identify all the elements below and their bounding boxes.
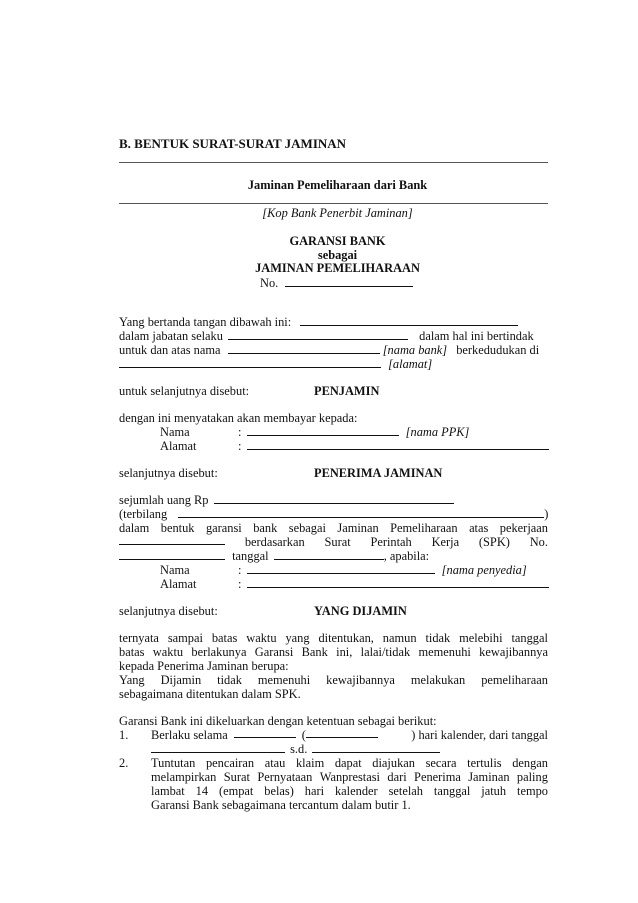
position-blank [228,330,408,340]
signer-name-blank [300,316,518,326]
word: atas [469,521,489,535]
letterhead-placeholder: [Kop Bank Penerbit Jaminan] [262,206,413,220]
number-label: No. [260,276,279,290]
word: hari [304,784,325,798]
word: garansi [205,521,242,535]
ppk-address-field [238,439,549,454]
word: kewajibannya [479,645,548,659]
word: melebihi [459,631,503,645]
word: berlakunya [191,645,247,659]
word: batas [119,645,145,659]
p1-line1 [119,315,548,330]
word: Surat [223,770,250,784]
divider-top [119,162,548,163]
provider-address-label: Alamat [160,577,197,591]
word: secara [425,756,457,770]
p1-text: dalam jabatan selaku [119,329,223,343]
term2-line1 [151,756,548,771]
word: klaim [295,756,325,770]
term2-number: 2. [119,756,129,770]
spk-date-blank [274,550,384,560]
word: dalam [119,521,150,535]
word: melakukan [410,673,466,687]
word: sebagai [288,521,326,535]
start-date-blank [151,743,285,753]
word: Perintah [370,535,412,549]
provider-address-field [238,577,549,592]
amount-line3 [119,521,548,536]
word: setelah [388,784,423,798]
ppk-address-blank [247,440,549,450]
heading-sebagai: sebagai [317,248,358,262]
word: kewajibannya [326,673,395,687]
amount-text: tanggal [232,549,269,563]
guarantor-label: untuk selanjutnya disebut: [119,384,250,398]
word: memenuhi [257,673,311,687]
recipient-value: PENERIMA JAMINAN [314,466,443,480]
word: tertulis [467,756,502,770]
amount-line1 [119,493,454,508]
term2-line4: Garansi Bank sebagaimana tercantum dalam butir 1. [151,798,411,812]
provider-address-blank [247,578,549,588]
word: (SPK) [478,535,510,549]
word: ditentukan, [318,631,374,645]
word: kalender [334,784,378,798]
word: dari [387,770,407,784]
duration-blank [234,728,296,738]
colon: : [238,577,242,591]
insured-value: YANG DIJAMIN [314,604,407,618]
word: tanggal [511,631,548,645]
word: memenuhi [418,645,471,659]
word: pemeliharaan [481,673,548,687]
subtitle: Jaminan Pemeliharaan dari Bank [247,178,428,192]
word: Yang [119,673,145,687]
recipient-label: selanjutnya disebut: [119,466,218,480]
address-blank [119,358,381,368]
word: waktu [246,631,277,645]
amount-line5 [119,549,429,564]
work-name-blank [119,535,225,545]
p1-line4 [119,357,548,372]
word: lambat [151,784,185,798]
ppk-name-field [238,425,469,440]
amount-text: ) [544,507,549,521]
ppk-address-label: Alamat [160,439,197,453]
term2-line2 [151,770,548,785]
term1-number: 1. [119,728,129,742]
spk-number-blank [119,550,225,560]
word: Penerima [414,770,461,784]
p1-text: untuk dan atas nama [119,343,221,357]
word: bank [253,521,278,535]
word: berdasarkan [244,535,305,549]
word: Pemeliharaan [390,521,458,535]
p1-text: dalam hal ini bertindak [419,329,534,343]
duration-words-blank [306,728,378,738]
section-title: B. BENTUK SURAT-SURAT JAMINAN [119,136,347,151]
document-number [260,276,413,291]
word: Kerja [431,535,460,549]
term1-line2 [151,742,440,757]
word: Wanprestasi [319,770,380,784]
word: bentuk [160,521,195,535]
word: dengan [512,756,548,770]
provider-placeholder: [nama penyedia] [441,563,527,577]
word: lalai/tidak [360,645,411,659]
p2-line3: kepada Penerima Jaminan berupa: [119,659,289,673]
word: belas) [264,784,294,798]
word: tanggal [433,784,471,798]
term-text: s.d. [290,742,308,756]
p1-line3 [119,343,548,358]
amount-line2 [119,507,548,522]
word: Jaminan [468,770,510,784]
colon: : [238,439,242,453]
word: dapat [334,756,362,770]
word: batas [211,631,238,645]
terms-intro: Garansi Bank ini dikeluarkan dengan ketentuan sebagai berikut: [119,714,437,728]
word: pekerjaan [499,521,548,535]
divider-bottom [119,203,548,204]
provider-name-label: Nama [160,563,190,577]
word: paling [516,770,548,784]
word: Dijamin [160,673,202,687]
word: jatuh [481,784,507,798]
number-blank [285,277,413,287]
p1-text: berkedudukan di [456,343,540,357]
provider-name-field [238,563,527,578]
p1-line2 [119,329,548,344]
amount-words-blank [178,508,544,518]
colon: : [238,425,242,439]
bank-name-blank [228,344,380,354]
word: tempo [517,784,548,798]
p2-line4 [119,673,548,688]
word: No. [529,535,548,549]
ppk-name-blank [247,426,399,436]
word: tidak [425,631,451,645]
term1-line1 [151,728,548,743]
term-text: Berlaku selama [151,728,228,742]
word: tidak [217,673,242,687]
term2-line3 [151,784,548,799]
word: pencairan [205,756,255,770]
address-placeholder: [alamat] [388,357,433,371]
amount-text: (terbilang [119,507,168,521]
word: waktu [152,645,184,659]
guarantor-value: PENJAMIN [314,384,380,398]
amount-blank [214,494,454,504]
declaration: dengan ini menyatakan akan membayar kepada: [119,411,358,425]
ppk-name-label: Nama [160,425,190,439]
word: Surat [324,535,351,549]
word: namun [382,631,417,645]
word: yang [285,631,310,645]
term-text: ( [301,728,306,742]
p2-line1 [119,631,548,646]
word: (empat [218,784,254,798]
ppk-placeholder: [nama PPK] [405,425,470,439]
word: Garansi [254,645,294,659]
amount-line4 [119,535,548,550]
word: Pernyataan [257,770,313,784]
p2-line2 [119,645,548,660]
insured-label: selanjutnya disebut: [119,604,218,618]
word: diajukan [372,756,415,770]
term-text: ) hari kalender, dari tanggal [411,728,548,742]
word: melampirkan [151,770,217,784]
heading-jaminan-pemeliharaan: JAMINAN PEMELIHARAAN [255,261,420,275]
word: 14 [195,784,209,798]
word: ternyata [119,631,159,645]
colon: : [238,563,242,577]
word: Jaminan [337,521,379,535]
amount-text: sejumlah uang Rp [119,493,209,507]
word: atau [264,756,286,770]
provider-name-blank [247,564,435,574]
word: ini, [336,645,353,659]
word: Bank [301,645,328,659]
end-date-blank [312,743,440,753]
amount-text: , apabila: [383,549,430,563]
heading-garansi-bank: GARANSI BANK [289,234,386,248]
bank-name-placeholder: [nama bank] [382,343,448,357]
word: sampai [167,631,203,645]
p1-text: Yang bertanda tangan dibawah ini: [119,315,292,329]
p2-line5: sebagaimana ditentukan dalam SPK. [119,687,301,701]
word: Tuntutan [151,756,196,770]
